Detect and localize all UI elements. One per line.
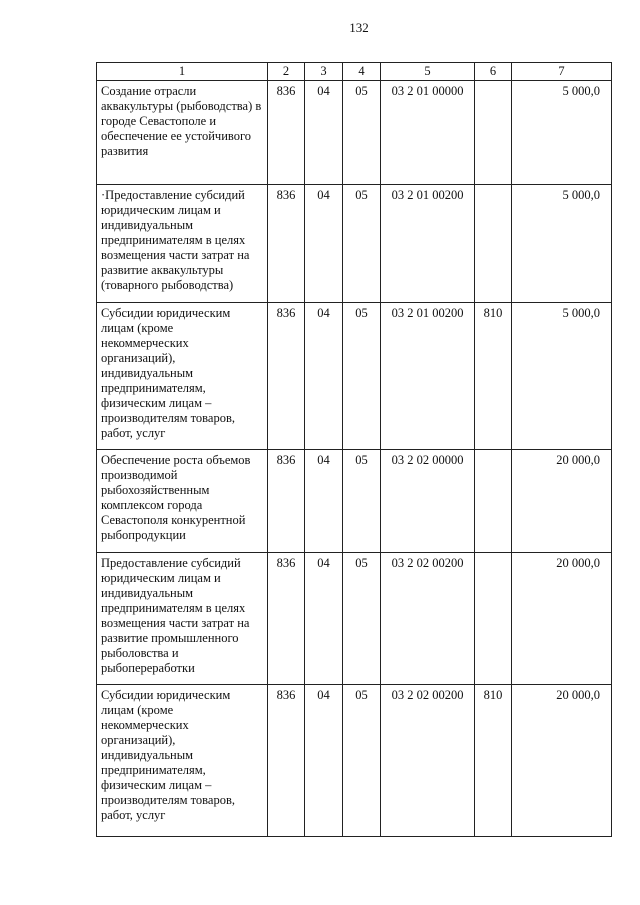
target-code-cell: 03 2 01 00200 — [381, 303, 475, 450]
row-name-cell: ·Предоставление субсидий юридическим лицам и индивидуальным предпринимателям в целях возмещения части затрат на развитие аквакультуры (товарного рыбоводства) — [97, 185, 268, 303]
expense-type-cell — [475, 450, 512, 553]
row-name-cell: Субсидии юридическим лицам (кроме некоммерческих организаций), индивидуальным предпринимателям, физическим лицам – производителям товаров, работ, услуг — [97, 685, 268, 837]
amount-cell: 20 000,0 — [512, 450, 612, 553]
ministry-code-cell: 836 — [268, 450, 305, 553]
column-header: 3 — [305, 63, 343, 81]
page-number: 132 — [349, 20, 369, 35]
amount-cell: 5 000,0 — [512, 81, 612, 185]
target-code-cell: 03 2 01 00000 — [381, 81, 475, 185]
table-row — [97, 81, 612, 185]
table-row — [97, 685, 612, 837]
subsection-code-cell: 05 — [343, 185, 381, 303]
column-header: 1 — [97, 63, 268, 81]
expense-type-cell — [475, 553, 512, 685]
row-name-cell: Обеспечение роста объемов производимой рыбохозяйственным комплексом города Севастополя конкурентной рыбопродукции — [97, 450, 268, 553]
target-code-cell: 03 2 01 00200 — [381, 185, 475, 303]
table-row — [97, 450, 612, 553]
subsection-code-cell: 05 — [343, 303, 381, 450]
section-code-cell: 04 — [305, 685, 343, 837]
expense-type-cell: 810 — [475, 303, 512, 450]
amount-cell: 5 000,0 — [512, 303, 612, 450]
amount-cell: 5 000,0 — [512, 185, 612, 303]
subsection-code-cell: 05 — [343, 450, 381, 553]
row-name-cell: Субсидии юридическим лицам (кроме некоммерческих организаций), индивидуальным предпринимателям, физическим лицам – производителям товаров, работ, услуг — [97, 303, 268, 450]
column-header: 5 — [381, 63, 475, 81]
table-row — [97, 553, 612, 685]
column-header: 7 — [512, 63, 612, 81]
section-code-cell: 04 — [305, 553, 343, 685]
target-code-cell: 03 2 02 00200 — [381, 685, 475, 837]
amount-cell: 20 000,0 — [512, 553, 612, 685]
budget-table — [96, 62, 612, 837]
ministry-code-cell: 836 — [268, 185, 305, 303]
column-header: 2 — [268, 63, 305, 81]
target-code-cell: 03 2 02 00000 — [381, 450, 475, 553]
expense-type-cell — [475, 185, 512, 303]
section-code-cell: 04 — [305, 450, 343, 553]
row-name-cell: Предоставление субсидий юридическим лицам и индивидуальным предпринимателям в целях возмещения части затрат на развитие промышленного рыболовства и рыбопереработки — [97, 553, 268, 685]
row-name-cell: Создание отрасли аквакультуры (рыбоводства) в городе Севастополе и обеспечение ее устойчивого развития — [97, 81, 268, 185]
table-row — [97, 185, 612, 303]
ministry-code-cell: 836 — [268, 553, 305, 685]
column-header: 4 — [343, 63, 381, 81]
section-code-cell: 04 — [305, 303, 343, 450]
expense-type-cell — [475, 81, 512, 185]
section-code-cell: 04 — [305, 185, 343, 303]
table-row — [97, 303, 612, 450]
table-header-row — [97, 63, 612, 81]
subsection-code-cell: 05 — [343, 685, 381, 837]
column-header: 6 — [475, 63, 512, 81]
section-code-cell: 04 — [305, 81, 343, 185]
ministry-code-cell: 836 — [268, 81, 305, 185]
ministry-code-cell: 836 — [268, 685, 305, 837]
target-code-cell: 03 2 02 00200 — [381, 553, 475, 685]
subsection-code-cell: 05 — [343, 81, 381, 185]
subsection-code-cell: 05 — [343, 553, 381, 685]
amount-cell: 20 000,0 — [512, 685, 612, 837]
expense-type-cell: 810 — [475, 685, 512, 837]
ministry-code-cell: 836 — [268, 303, 305, 450]
